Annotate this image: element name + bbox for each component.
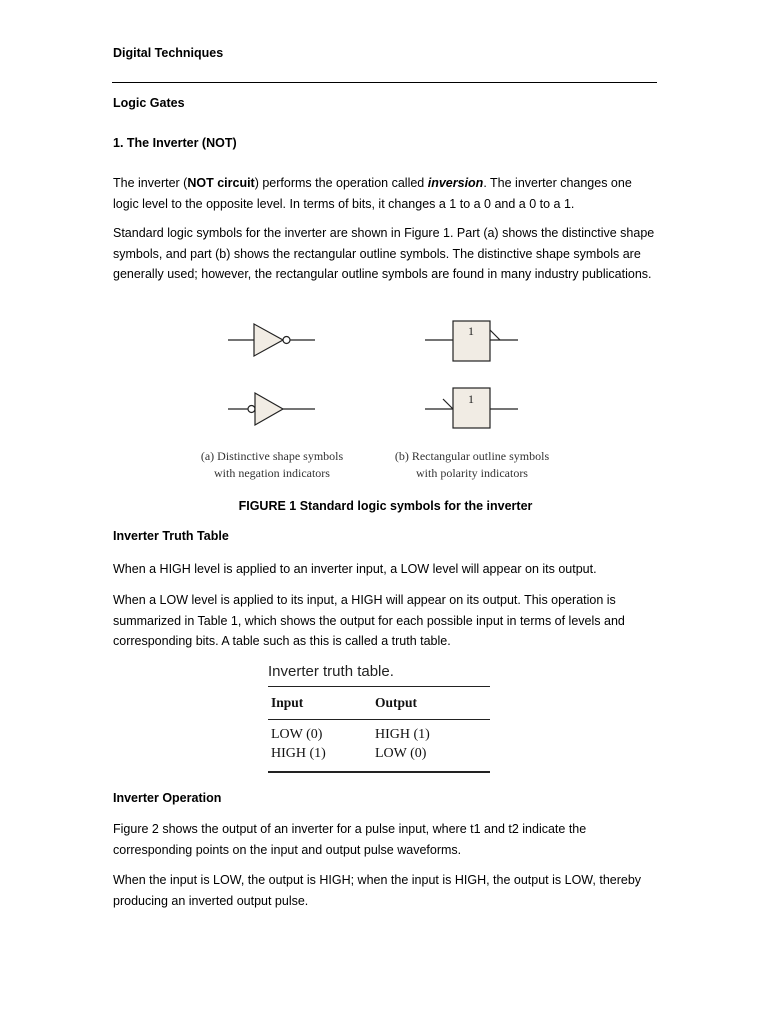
figure-caption-a xyxy=(187,448,357,482)
truth-table-header-row xyxy=(268,687,490,719)
truth-table-bottom-rule xyxy=(268,771,490,773)
section-heading-logic-gates: Logic Gates xyxy=(113,96,185,110)
figure1-logic-symbols xyxy=(190,318,570,443)
page-header-title: Digital Techniques xyxy=(113,46,224,60)
paragraph-standard-symbols: Standard logic symbols for the inverter are shown in Figure 1. Part (a) shows the distinctive shape symbols, and part (b) shows the rectangular outline symbols. The distinctive shape symbols are generally used; however, the rectangular outline symbols are found in many industry publications. xyxy=(113,226,655,281)
section-heading-inverter: 1. The Inverter (NOT) xyxy=(113,136,237,150)
cell-output: HIGH (1) xyxy=(375,727,430,742)
header-input: Input xyxy=(271,695,304,710)
caption-b-line2: with polarity indicators xyxy=(416,466,528,480)
section-heading-truth-table: Inverter Truth Table xyxy=(113,529,229,543)
paragraph-high-to-low: When a HIGH level is applied to an inverter input, a LOW level will appear on its output. xyxy=(113,562,597,576)
caption-b-line1: (b) Rectangular outline symbols xyxy=(394,449,550,463)
caption-a-line2: with negation indicators xyxy=(214,466,330,480)
inversion-term: inversion xyxy=(427,176,484,190)
figure1-title: FIGURE 1 Standard logic symbols for the inverter xyxy=(238,499,533,513)
inverter-truth-table xyxy=(268,660,490,773)
paragraph-truth-table-summary: When a LOW level is applied to its input, a HIGH will appear on its output. This operation is summarized in Table 1, which shows the output for each possible input in terms of levels and corresponding bits. A table such as this is called a truth table. xyxy=(113,593,625,648)
header-output: Output xyxy=(375,695,418,710)
paragraph-inverter-intro xyxy=(113,173,658,214)
cell-input: LOW (0) xyxy=(271,727,323,742)
figure-caption-b xyxy=(382,448,562,482)
section-heading-operation: Inverter Operation xyxy=(113,791,222,805)
header-rule xyxy=(112,82,657,83)
paragraph-inverted-pulse: When the input is LOW, the output is HIGH; when the input is HIGH, the output is LOW, thereby producing an inverted output pulse. xyxy=(113,873,642,908)
paragraph-pulse-input: Figure 2 shows the output of an inverter for a pulse input, where t1 and t2 indicate the corresponding points on the input and output pulse waveforms. xyxy=(113,822,587,857)
box-label-top: 1 xyxy=(468,324,474,338)
caption-a-line1: (a) Distinctive shape symbols xyxy=(200,449,344,463)
cell-input: HIGH (1) xyxy=(271,746,326,761)
para1-part-e: . The inverter changes one logic level to the opposite level. In terms of bits, it changes a 1 to a 0 and a 0 to a 1. xyxy=(113,176,632,211)
truth-table-body xyxy=(268,720,490,771)
cell-output: LOW (0) xyxy=(375,746,427,761)
not-circuit-term: NOT circuit xyxy=(187,176,255,190)
truth-table-title: Inverter truth table. xyxy=(268,663,394,680)
para1-part-a: The inverter ( xyxy=(113,176,188,190)
inverter-distinctive-input-bubble xyxy=(228,393,315,425)
table-row xyxy=(268,744,490,763)
inverter-distinctive-output-bubble xyxy=(228,324,315,356)
para1-part-c: ) performs the operation called xyxy=(254,176,428,190)
table-row xyxy=(268,725,490,744)
box-label-bottom: 1 xyxy=(468,392,474,406)
